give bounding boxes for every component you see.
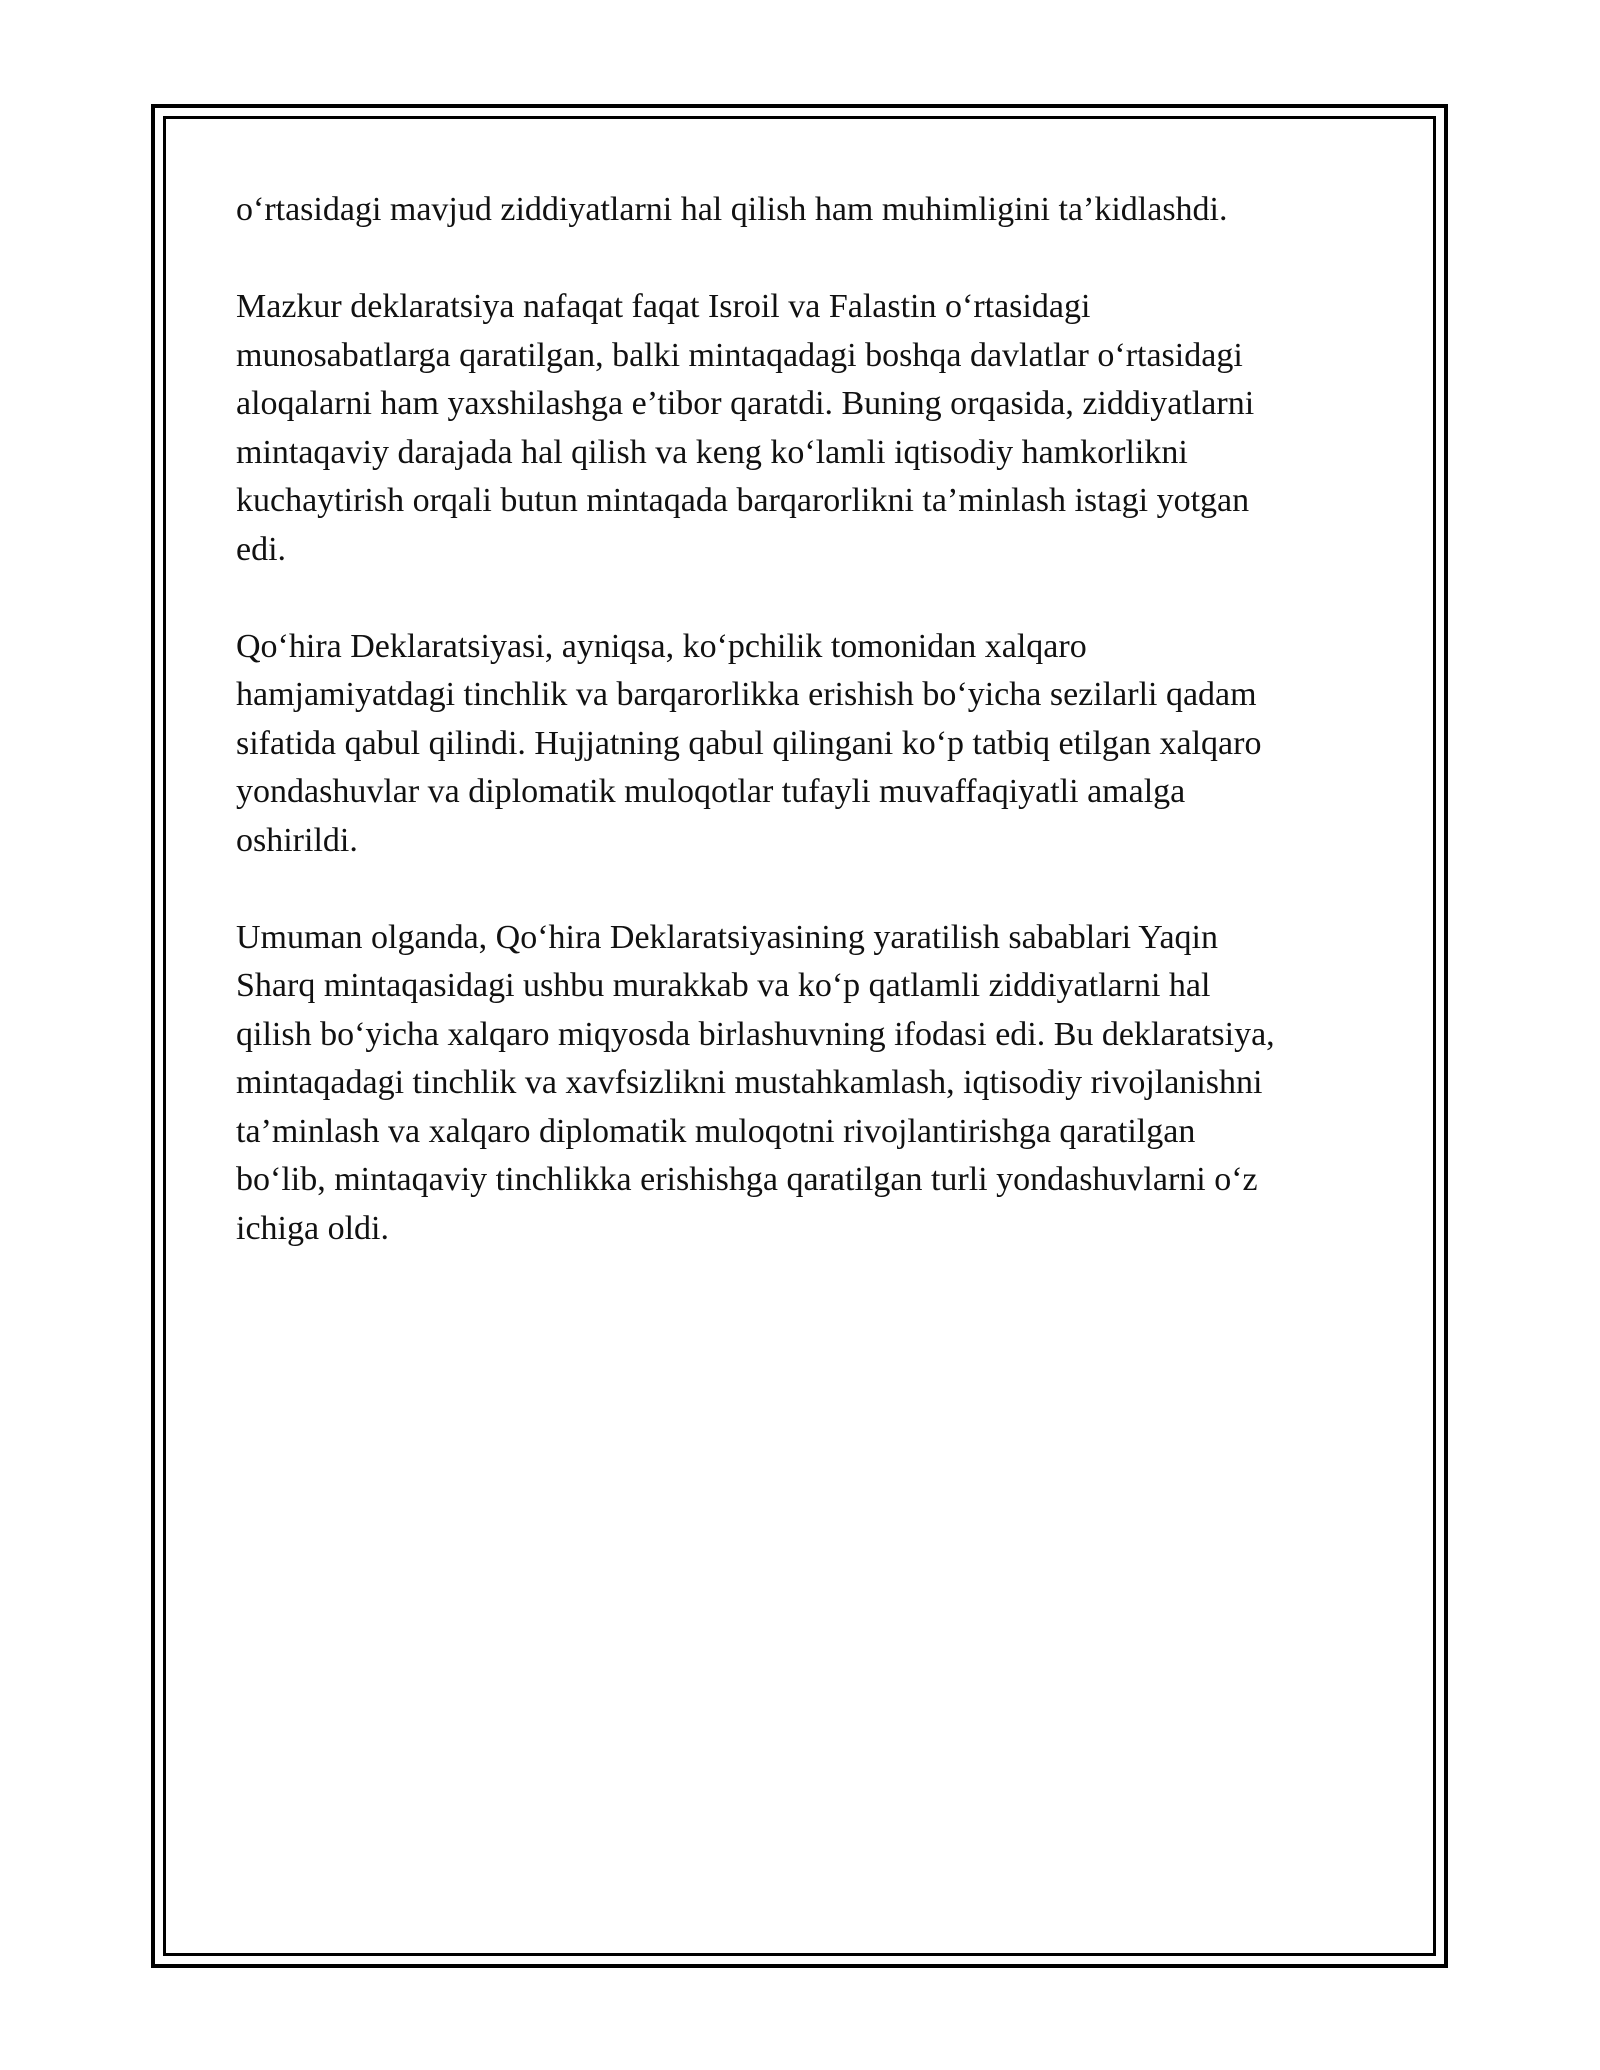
text-line: qilish bo‘yicha xalqaro miqyosda birlashuvning ifodasi edi. Bu deklaratsiya,: [236, 1015, 1275, 1053]
paragraph-1: [236, 186, 1366, 235]
text-line: edi.: [236, 530, 287, 568]
text-line: kuchaytirish orqali butun mintaqada barqarorlikni ta’minlash istagi yotgan: [236, 482, 1250, 519]
document-body: [236, 186, 1366, 1302]
text-line: Umuman olganda, Qo‘hira Deklaratsiyasining yaratilish sabablari Yaqin: [236, 918, 1218, 956]
text-line: Qo‘hira Deklaratsiyasi, ayniqsa, ko‘pchilik tomonidan xalqaro: [236, 627, 1087, 665]
paragraph-3: [236, 623, 1366, 866]
text-line: mintaqaviy darajada hal qilish va keng ko‘lamli iqtisodiy hamkorlikni: [236, 433, 1188, 471]
text-line: o‘rtasidagi mavjud ziddiyatlarni hal qilish ham muhimligini ta’kidlashdi.: [236, 191, 1228, 228]
text-line: oshirildi.: [236, 821, 358, 859]
text-line: sifatida qabul qilindi. Hujjatning qabul qilingani ko‘p tatbiq etilgan xalqaro: [236, 724, 1262, 762]
text-line: mintaqadagi tinchlik va xavfsizlikni mustahkamlash, iqtisodiy rivojlanishni: [236, 1064, 1263, 1101]
text-line: bo‘lib, mintaqaviy tinchlikka erishishga qaratilgan turli yondashuvlarni o‘z: [236, 1161, 1258, 1198]
text-line: hamjamiyatdagi tinchlik va barqarorlikka erishish bo‘yicha sezilarli qadam: [236, 676, 1257, 713]
text-line: Sharq mintaqasidagi ushbu murakkab va ko‘p qatlamli ziddiyatlarni hal: [236, 967, 1211, 1004]
text-line: Mazkur deklaratsiya nafaqat faqat Isroil va Falastin o‘rtasidagi: [236, 288, 1091, 325]
paragraph-2: [236, 283, 1366, 574]
text-line: aloqalarni ham yaxshilashga e’tibor qaratdi. Buning orqasida, ziddiyatlarni: [236, 385, 1255, 422]
text-line: ichiga oldi.: [236, 1209, 389, 1247]
text-line: ta’minlash va xalqaro diplomatik muloqotni rivojlantirishga qaratilgan: [236, 1112, 1196, 1150]
text-line: munosabatlarga qaratilgan, balki mintaqadagi boshqa davlatlar o‘rtasidagi: [236, 336, 1243, 374]
text-line: yondashuvlar va diplomatik muloqotlar tufayli muvaffaqiyatli amalga: [236, 773, 1186, 810]
paragraph-4: [236, 914, 1366, 1254]
